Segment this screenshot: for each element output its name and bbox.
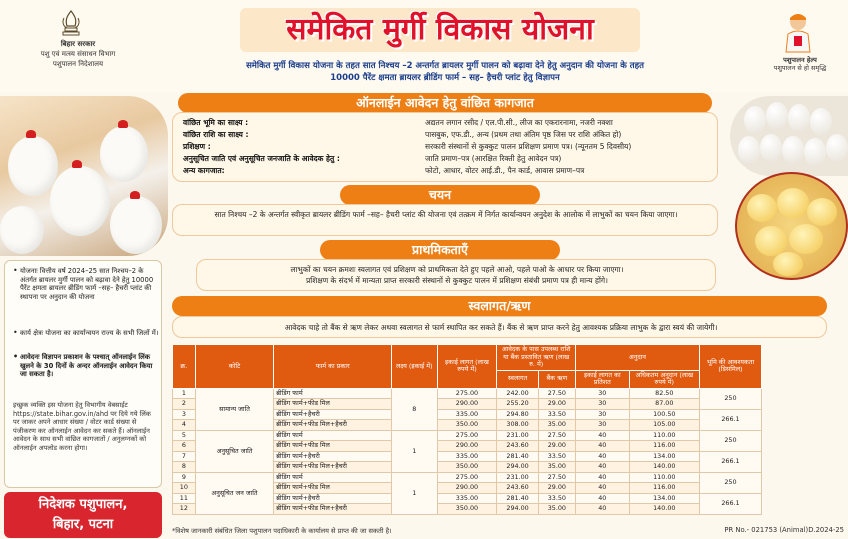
cell-self: 281.40 — [497, 451, 538, 462]
cell-max: 82.50 — [629, 388, 699, 399]
doc-row — [183, 153, 713, 165]
cell-max: 87.00 — [629, 399, 699, 410]
subtitle — [150, 60, 740, 84]
cell-cost: 335.00 — [437, 451, 497, 462]
cell-sno: 3 — [173, 409, 196, 420]
cell-category: अनुसूचित जाति — [195, 430, 274, 472]
cell-bank: 27.50 — [538, 388, 575, 399]
cell-max: 116.00 — [629, 483, 699, 494]
cell-max: 100.50 — [629, 409, 699, 420]
priority-text-line-1: लाभुकों का चयन क्रमशः स्वलागत एवं प्रशिक्षण को प्राथमिकता देते हुए पहले आओ, पहले पाओ के आधार पर किया जाएगा। — [290, 265, 624, 274]
cell-cost: 350.00 — [437, 504, 497, 515]
cell-sno: 12 — [173, 504, 196, 515]
cell-self: 243.60 — [497, 483, 538, 494]
cell-cost: 335.00 — [437, 493, 497, 504]
priority-panel — [196, 259, 716, 291]
cell-max: 140.00 — [629, 504, 699, 515]
cell-sno: 4 — [173, 420, 196, 431]
loan-panel — [172, 316, 827, 338]
priority-text — [207, 264, 707, 286]
page-title: समेकित मुर्गी विकास योजना — [240, 8, 640, 52]
right-logo-caption — [760, 56, 840, 72]
director-line-2: बिहार, पटना — [52, 517, 114, 532]
cell-sno: 6 — [173, 441, 196, 452]
bullet-icon: • — [13, 328, 18, 337]
cell-farm: ब्रीडिंग फार्म+फीड मिल+हैचरी — [274, 462, 392, 473]
hens-photo — [0, 96, 168, 256]
cell-bank: 27.50 — [538, 472, 575, 483]
doc-label: वांछित राशि का साक्ष्य : — [183, 130, 249, 139]
doc-value: फोटो, आधार, वोटर आई.डी., पैन कार्ड, आवास प्रमाण–पत्र — [425, 166, 585, 175]
doc-value: सरकारी संस्थानों से कुक्कुट पालन प्रशिक्षण प्रमाण पत्र। (न्यूनतम 5 दिवसीय) — [425, 142, 632, 151]
director-line-1: निदेशक पशुपालन, — [38, 497, 128, 512]
cell-pct: 40 — [575, 483, 629, 494]
cell-pct: 30 — [575, 409, 629, 420]
cell-sno: 10 — [173, 483, 196, 494]
priority-text-line-2: प्रशिक्षण के संदर्भ में मान्यता प्राप्त सरकारी संस्थानों से कुक्कुट पालन में प्रशिक्षण संबंधी प्रमाण पत्र ही मान्य होंगे। — [306, 276, 608, 285]
cell-pct: 40 — [575, 462, 629, 473]
cell-max: 110.00 — [629, 472, 699, 483]
cell-sno: 11 — [173, 493, 196, 504]
cell-target: 1 — [392, 472, 437, 514]
cell-target: 1 — [392, 430, 437, 472]
cell-farm: ब्रीडिंग फार्म+फीड मिल+हैचरी — [274, 504, 392, 515]
info-note: इच्छुक व्यक्ति इस योजना हेतु विभागीय वेबसाईट https://state.bihar.gov.in/ahd पर दिये गये लिंक पर जाकर अपने आधार संख्या / वोटर कार्ड संख्या से पंजीकरण कर ऑनलाईन आवेदन कर सकते हैं। ऑनलाईन आवेदन के साथ सभी वांछित कागजातों / अनुलग्नकों को ऑनलाईन अपलोड करना होगा। — [13, 401, 151, 452]
cell-target: 8 — [392, 388, 437, 430]
cell-cost: 350.00 — [437, 462, 497, 473]
cell-self: 231.00 — [497, 472, 538, 483]
footnote: *विशेष जानकारी संबंधित जिला पशुपालन पदाधिकारी के कार्यालय से प्राप्त की जा सकती है। — [172, 527, 392, 535]
cell-max: 134.00 — [629, 451, 699, 462]
table-row — [173, 388, 762, 399]
cell-land: 250 — [699, 388, 761, 409]
cell-pct: 30 — [575, 388, 629, 399]
th-farm-type: फार्म का प्रकार — [274, 345, 392, 389]
th-bank-loan: बैंक ऋण — [538, 370, 575, 388]
cell-farm: ब्रीडिंग फार्म — [274, 430, 392, 441]
cell-land: 266.1 — [699, 451, 761, 472]
cell-sno: 1 — [173, 388, 196, 399]
directorate-name: पशुपालन निदेशालय — [52, 60, 104, 68]
th-self-cost: स्वलागत — [497, 370, 538, 388]
cell-category: अनुसूचित जन जाति — [195, 472, 274, 514]
cell-cost: 290.00 — [437, 441, 497, 452]
doc-value: पासबुक, एफ.डी., अन्य (प्रथम तथा अंतिम पृष्ठ जिस पर राशि अंकित हो) — [425, 130, 622, 139]
cell-max: 134.00 — [629, 493, 699, 504]
cell-self: 242.00 — [497, 388, 538, 399]
cell-cost: 335.00 — [437, 409, 497, 420]
th-sno: क्र. — [173, 345, 196, 389]
documents-banner: ऑनलाईन आवेदन हेतु वांछित कागजात — [178, 93, 712, 113]
th-target: लक्ष्य (इकाई में) — [392, 345, 437, 389]
cell-land: 250 — [699, 430, 761, 451]
info-box — [4, 260, 162, 488]
table-row — [173, 472, 762, 483]
cell-farm: ब्रीडिंग फार्म — [274, 472, 392, 483]
cell-cost: 350.00 — [437, 420, 497, 431]
eggs-photo — [730, 96, 848, 176]
th-subsidy-pct: इकाई लागत का प्रतिशत — [575, 370, 629, 388]
th-subsidy-max: अधिकतम अनुदान (लाख रुपये में) — [629, 370, 699, 388]
cell-farm: ब्रीडिंग फार्म+हैचरी — [274, 451, 392, 462]
cell-land: 266.1 — [699, 409, 761, 430]
cell-self: 231.00 — [497, 430, 538, 441]
table-row — [173, 430, 762, 441]
cell-farm: ब्रीडिंग फार्म+फीड मिल — [274, 399, 392, 410]
cell-pct: 30 — [575, 420, 629, 431]
cell-self: 294.00 — [497, 504, 538, 515]
right-logo-text-2: पशुपालन से हो समृद्धि — [773, 64, 827, 72]
cell-sno: 2 — [173, 399, 196, 410]
cell-pct: 40 — [575, 504, 629, 515]
cell-cost: 275.00 — [437, 388, 497, 399]
cell-category: सामान्य जाति — [195, 388, 274, 430]
cell-max: 116.00 — [629, 441, 699, 452]
cell-cost: 290.00 — [437, 399, 497, 410]
info-text: योजनाः वित्तीय वर्ष 2024–25 सात निश्चय–2 के अंतर्गत ब्रायलर मुर्गी पालन को बढ़ावा देने हेतु 10000 पैरेंट क्षमता ब्रायलर ब्रीडिंग फार्म –सह– हैचरी प्लांट की स्थापना पर अनुदान की योजना — [20, 267, 154, 301]
cell-max: 110.00 — [629, 430, 699, 441]
subtitle-line-1: समेकित मुर्गी विकास योजना के तहत सात निश्चय –2 अन्तर्गत ब्रायलर मुर्गी पालन को बढ़ावा देने हेतु अनुदान की योजना के तहत — [246, 61, 644, 71]
cell-cost: 275.00 — [437, 472, 497, 483]
th-land: भूमि की आवश्यकता (डिसमिल) — [699, 345, 761, 389]
cell-bank: 29.00 — [538, 441, 575, 452]
cell-pct: 40 — [575, 441, 629, 452]
info-text: आवेदनः विज्ञापन प्रकाशन के पश्चात् ऑनलाईन लिंक खुलने के 30 दिनों के अन्दर ऑनलाईन आवेदन किया जा सकता है। — [20, 353, 153, 378]
cell-bank: 29.00 — [538, 399, 575, 410]
mascot-logo-icon — [778, 10, 818, 54]
doc-label: वांछित भूमि का साक्ष्य : — [183, 118, 249, 127]
cell-land: 250 — [699, 472, 761, 493]
cell-farm: ब्रीडिंग फार्म+हैचरी — [274, 493, 392, 504]
th-category: कोटि — [195, 345, 274, 389]
scheme-table — [172, 344, 762, 522]
selection-panel — [172, 204, 718, 236]
cell-farm: ब्रीडिंग फार्म+फीड मिल+हैचरी — [274, 420, 392, 431]
info-item — [13, 329, 159, 338]
bullet-icon: • — [13, 266, 18, 275]
cell-self: 294.80 — [497, 409, 538, 420]
cell-max: 140.00 — [629, 462, 699, 473]
bullet-icon: • — [13, 352, 19, 361]
doc-row — [183, 141, 713, 153]
cell-sno: 9 — [173, 472, 196, 483]
info-item — [13, 353, 159, 379]
doc-row — [183, 165, 713, 177]
doc-label: अन्य कागजात: — [183, 166, 225, 175]
cell-bank: 35.00 — [538, 420, 575, 431]
cell-bank: 27.50 — [538, 430, 575, 441]
cell-bank: 33.50 — [538, 409, 575, 420]
dept-name: पशु एवं मत्स्य संसाधन विभाग — [40, 50, 116, 58]
right-logo-text-1: पशुपालन हेल्प — [783, 56, 817, 64]
th-finance-group: आवेदक के पास उपलब्ध राशि या बैंक प्रस्तावित ऋण (लाख रु. में) — [497, 345, 576, 371]
cell-bank: 35.00 — [538, 462, 575, 473]
cell-cost: 275.00 — [437, 430, 497, 441]
cell-farm: ब्रीडिंग फार्म — [274, 388, 392, 399]
cell-self: 294.00 — [497, 462, 538, 473]
cell-sno: 8 — [173, 462, 196, 473]
cell-sno: 7 — [173, 451, 196, 462]
cell-self: 308.00 — [497, 420, 538, 431]
loan-text: आवेदक चाहे तो बैंक से ऋण लेकर अथवा स्वलागत से फार्म स्थापित कर सकते हैं। बैंक से ऋण प्राप्त करने हेतु आवश्यक प्रक्रिया लाभुक के द्वारा स्वयं की जायेगी। — [284, 323, 718, 332]
doc-value: जाति प्रमाण–पत्र (आरक्षित रिक्ती हेतु आवेदन पत्र) — [425, 154, 562, 163]
selection-banner: चयन — [340, 185, 540, 205]
selection-text: सात निश्चय –2 के अन्तर्गत स्वीकृत ब्रायलर ब्रीडिंग फार्म –सह– हैचरी प्लांट की योजना एवं तत्क्रम में निर्गत कार्यान्वयन अनुदेश के आलोक में लाभुकों का चयन किया जाएगा। — [214, 210, 678, 219]
pr-number: PR No.- 021753 (Animal)D.2024-25 — [724, 526, 844, 534]
cell-self: 243.60 — [497, 441, 538, 452]
cell-cost: 290.00 — [437, 483, 497, 494]
loan-banner: स्वलागत/ऋण — [172, 296, 827, 316]
cell-sno: 5 — [173, 430, 196, 441]
doc-label: अनुसूचित जाति एवं अनुसूचित जनजाति के आवेदक हेतु : — [183, 154, 340, 163]
cost-table — [172, 344, 762, 515]
doc-label: प्रशिक्षण : — [183, 142, 211, 151]
doc-row — [183, 117, 713, 129]
cell-pct: 40 — [575, 493, 629, 504]
cell-bank: 35.00 — [538, 504, 575, 515]
info-item — [13, 267, 159, 301]
documents-panel — [172, 112, 718, 182]
subtitle-line-2: 10000 पैरेंट क्षमता ब्रायलर ब्रीडिंग फार्म – सह– हैचरी प्लांट हेतु विज्ञापन — [330, 73, 560, 83]
doc-row — [183, 129, 713, 141]
doc-value: अद्यतन लगान रसीद / एल.पी.सी., लीज का एकरारनामा, नजरी नक्शा — [425, 118, 613, 127]
cell-farm: ब्रीडिंग फार्म+हैचरी — [274, 409, 392, 420]
cell-farm: ब्रीडिंग फार्म+फीड मिल — [274, 483, 392, 494]
info-text: कार्य क्षेत्रः योजना का कार्यान्वयन राज्य के सभी जिलों में। — [20, 329, 159, 337]
bihar-emblem-icon — [56, 8, 86, 38]
priority-banner: प्राथमिकताएँ — [320, 240, 560, 260]
th-subsidy-group: अनुदान — [575, 345, 699, 371]
cell-pct: 40 — [575, 472, 629, 483]
cell-bank: 33.50 — [538, 493, 575, 504]
cell-bank: 33.50 — [538, 451, 575, 462]
cell-pct: 40 — [575, 451, 629, 462]
cell-pct: 40 — [575, 430, 629, 441]
cell-max: 105.00 — [629, 420, 699, 431]
cell-land: 266.1 — [699, 493, 761, 514]
cell-farm: ब्रीडिंग फार्म+फीड मिल — [274, 441, 392, 452]
th-unit-cost: इकाई लागत (लाख रुपये में) — [437, 345, 497, 389]
table-body — [173, 388, 762, 514]
govt-name: बिहार सरकार — [60, 40, 96, 48]
cell-bank: 29.00 — [538, 483, 575, 494]
director-signature — [4, 492, 162, 538]
cell-pct: 30 — [575, 399, 629, 410]
cell-self: 255.20 — [497, 399, 538, 410]
cell-self: 281.40 — [497, 493, 538, 504]
chicks-photo — [735, 172, 848, 280]
